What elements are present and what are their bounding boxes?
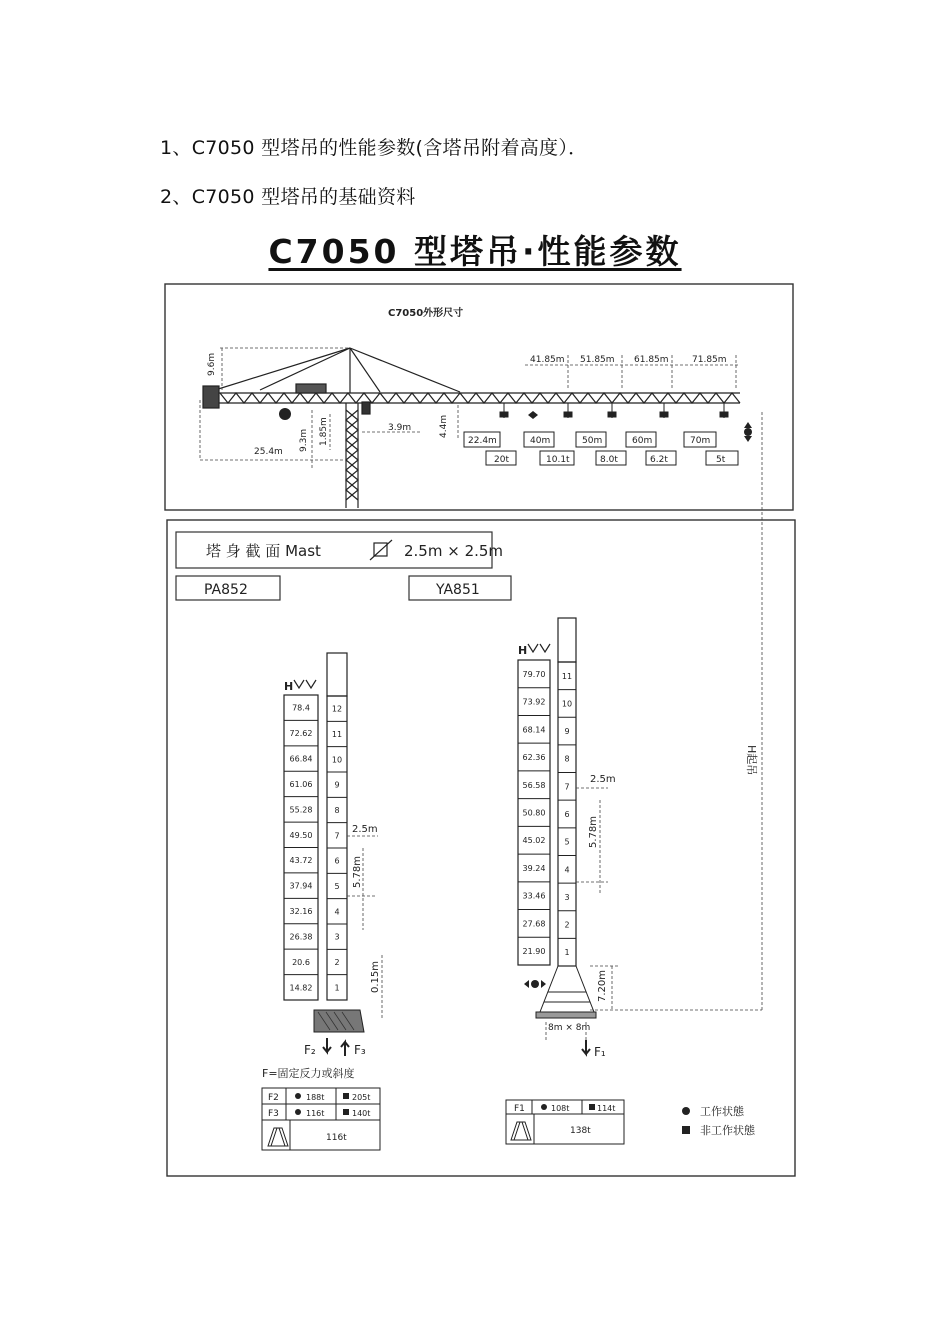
non-working-square-icon <box>343 1109 349 1115</box>
pa852-section-value: 5 <box>334 882 340 891</box>
mast-size: 2.5m × 2.5m <box>404 542 504 560</box>
legend-non-working-icon <box>682 1126 690 1134</box>
outline-heading: C7050外形尺寸 <box>388 308 464 319</box>
pa852-section-value: 6 <box>334 856 340 866</box>
load-1: 20t <box>494 455 509 465</box>
ya851-section-value: 4 <box>564 865 570 875</box>
load-3: 8.0t <box>600 455 618 465</box>
pa852-rows <box>284 704 318 993</box>
pa852-section-value: 4 <box>334 907 340 917</box>
ya851-height-value: 56.58 <box>522 780 546 790</box>
pa852-height-value: 66.84 <box>289 754 313 764</box>
page-title: C7050 型塔吊·性能参数 <box>268 232 682 271</box>
jib-length-4: 71.85m <box>692 355 727 365</box>
pa852-height-value: 72.62 <box>289 729 313 739</box>
non-working-square-icon <box>589 1104 595 1110</box>
ya851-section-value: 6 <box>564 810 570 819</box>
ya851-f1-non-working: 114t <box>597 1104 616 1113</box>
pa852-section-value: 9 <box>334 780 340 790</box>
crane-tower <box>346 402 370 508</box>
legend-working: 工作状態 <box>700 1105 744 1118</box>
pa852-height-value: 14.82 <box>289 983 313 993</box>
pa852-f3-non-working: 140t <box>352 1109 371 1118</box>
pa852-force-right: F₃ <box>354 1043 366 1057</box>
hook-icon <box>294 680 316 688</box>
load-2: 10.1t <box>546 455 570 465</box>
ya851-height-value: 62.36 <box>522 753 546 763</box>
ya851-section-value: 7 <box>564 782 570 792</box>
pa852-width-dim: 2.5m <box>352 824 378 835</box>
working-dot-icon <box>295 1109 301 1115</box>
circle-icon <box>279 408 291 420</box>
pa852-f2-label: F2 <box>268 1093 279 1103</box>
working-dot-icon <box>295 1093 301 1099</box>
ya851-rows <box>518 670 550 956</box>
legend-working-icon <box>682 1107 690 1115</box>
pa852-section-value: 1 <box>334 983 340 993</box>
radius-1: 22.4m <box>468 436 497 446</box>
rotation-dot-icon <box>531 980 539 988</box>
ya851-height-value: 73.92 <box>522 697 546 707</box>
ya851-foundation <box>536 966 596 1054</box>
ya851-section-value: 8 <box>564 754 570 764</box>
ya851-height-value: 50.80 <box>522 808 546 818</box>
load-4: 6.2t <box>650 455 668 465</box>
ya851-base-size: 8m × 8m <box>548 1023 591 1033</box>
pa852-height-value: 55.28 <box>289 805 313 815</box>
dim-hook-drop: 4.4m <box>439 414 449 438</box>
ya851-section-dim: 5.78m <box>588 815 599 848</box>
pa852-height-value: 43.72 <box>289 856 313 866</box>
load-5: 5t <box>716 455 726 465</box>
ya851-height-value: 21.90 <box>522 947 546 957</box>
ya851-name: YA851 <box>436 582 480 598</box>
ya851-section-value: 5 <box>564 837 570 847</box>
ya851-base-weight: 138t <box>570 1126 591 1136</box>
dot-icon <box>744 428 752 436</box>
legend-non-working: 非工作状態 <box>700 1124 755 1137</box>
ya851-section-value: 3 <box>564 892 570 902</box>
pa852-section-value: 2 <box>334 958 340 967</box>
working-dot-icon <box>541 1104 547 1110</box>
pa852-section-value: 3 <box>334 932 340 942</box>
ya851-f1-label: F1 <box>514 1104 525 1114</box>
pa852-f2-working: 188t <box>306 1093 325 1102</box>
pa852-name: PA852 <box>204 582 248 598</box>
arrow-icon <box>528 411 538 419</box>
pa852-note: F=固定反力或斜度 <box>262 1067 355 1080</box>
pa852-height-value: 37.94 <box>289 881 313 891</box>
ya851-sections <box>558 672 576 957</box>
ya851-height-value: 39.24 <box>522 863 546 873</box>
radius-2: 40m <box>530 436 551 446</box>
pa852-f3-label: F3 <box>268 1109 279 1119</box>
jib-length-3: 61.85m <box>634 355 669 365</box>
ya851-section-value: 11 <box>561 671 573 681</box>
pa852-section-value: 12 <box>331 704 343 714</box>
pa852-height-value: 26.38 <box>289 932 313 942</box>
pa852-f2-non-working: 205t <box>352 1093 371 1102</box>
ya851-height-value: 33.46 <box>522 891 546 901</box>
pa852-height-value: 20.6 <box>292 957 310 967</box>
pa852-base-dim: 0.15m <box>370 960 381 993</box>
foundation-icon <box>511 1122 531 1140</box>
dim-cab-height: 1.85m <box>319 417 329 446</box>
ya851-height-value: 79.70 <box>522 669 546 679</box>
ya851-width-dim: 2.5m <box>590 774 616 785</box>
dim-under-jib: 9.3m <box>299 428 309 452</box>
radius-5: 70m <box>690 436 711 446</box>
pa852-section-value: 10 <box>331 755 343 765</box>
ya851-height-value: 27.68 <box>522 919 546 929</box>
pa852-height-value: 78.4 <box>292 703 310 713</box>
pa852-base-weight: 116t <box>326 1133 347 1143</box>
pa852-mast-top <box>327 653 347 696</box>
non-working-square-icon <box>343 1093 349 1099</box>
intro-item-1: 1、C7050 型塔吊的性能参数(含塔吊附着高度）． <box>160 137 588 159</box>
ya851-section-value: 1 <box>564 948 570 958</box>
mast-label: 塔 身 截 面 Mast <box>206 542 321 560</box>
ya851-force: F₁ <box>594 1045 606 1059</box>
ya851-base-dim: 7.20m <box>597 969 608 1002</box>
ya851-h-label: H <box>518 644 528 657</box>
intro-item-2: 2、C7050 型塔吊的基础资料 <box>160 186 416 208</box>
dim-peak-height: 9.6m <box>207 352 217 376</box>
ya851-height-value: 45.02 <box>522 836 546 846</box>
pa852-height-value: 32.16 <box>289 907 313 917</box>
radius-3: 50m <box>582 436 603 446</box>
jib-length-1: 41.85m <box>530 355 565 365</box>
pa852-height-value: 61.06 <box>289 779 313 789</box>
jib-length-2: 51.85m <box>580 355 615 365</box>
pa852-f3-working: 116t <box>306 1109 325 1118</box>
pa852-force-left: F₂ <box>304 1043 316 1057</box>
hook-icon <box>528 644 550 652</box>
ya851-section-value: 2 <box>564 920 570 930</box>
pa852-section-value: 8 <box>334 806 340 815</box>
ya851-height-value: 68.14 <box>522 725 546 735</box>
side-height-label: H起吊 <box>745 745 758 776</box>
ya851-mast-top <box>558 618 576 662</box>
ya851-f1-working: 108t <box>551 1104 570 1113</box>
dim-counter-jib: 25.4m <box>254 447 283 457</box>
section-symbol-icon <box>370 540 392 560</box>
ya851-section-value: 9 <box>564 727 570 737</box>
pa852-section-value: 11 <box>331 730 343 739</box>
pa852-h-label: H <box>284 680 294 693</box>
foundation-icon <box>268 1128 288 1146</box>
pa852-sections <box>327 705 347 993</box>
dim-trolley-offset: 3.9m <box>388 423 412 433</box>
pa852-section-dim: 5.78m <box>352 855 363 888</box>
pa852-section-value: 7 <box>334 831 340 841</box>
radius-4: 60m <box>632 436 653 446</box>
ya851-section-value: 10 <box>561 699 573 709</box>
pa852-height-value: 49.50 <box>289 830 313 840</box>
